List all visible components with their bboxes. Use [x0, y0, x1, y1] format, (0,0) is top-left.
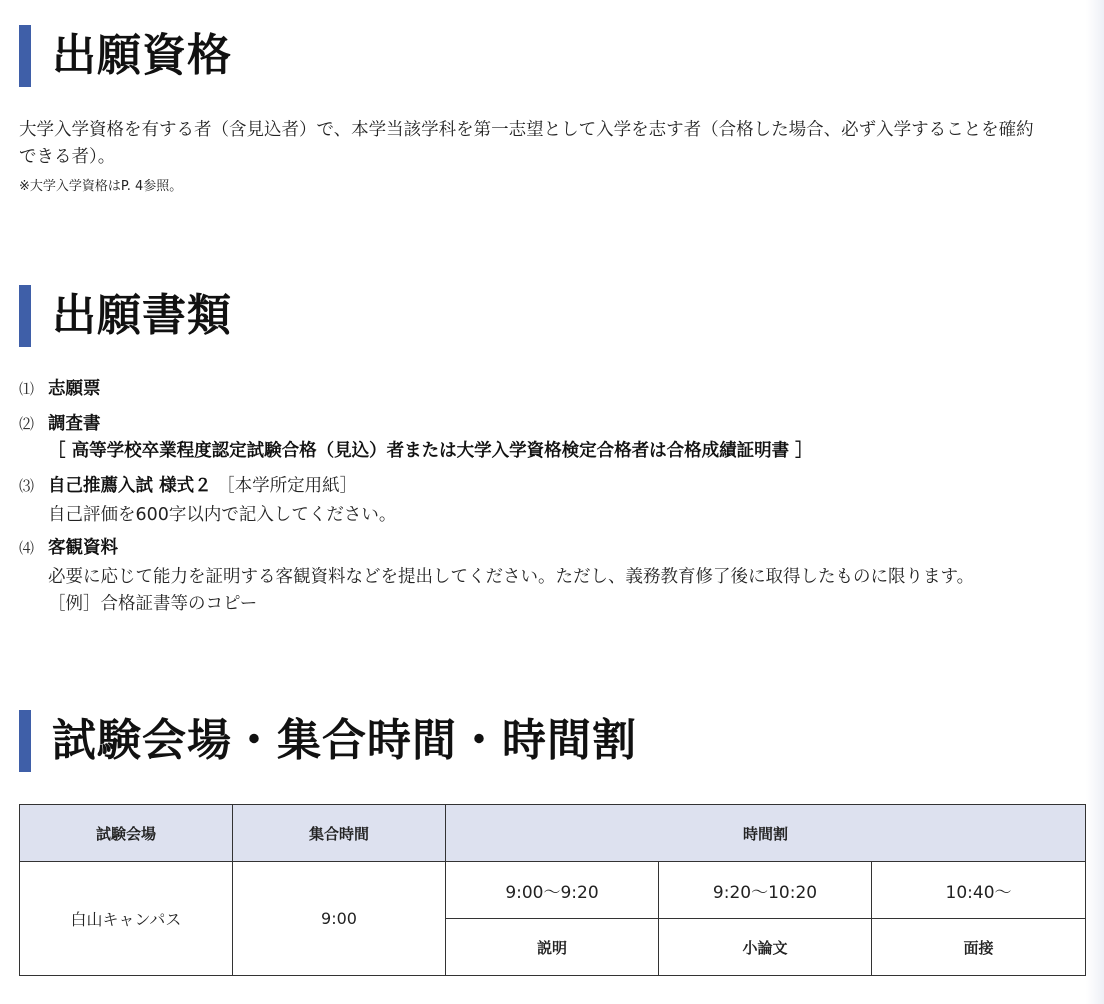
time-slot-1: 9:00〜9:20 — [446, 862, 659, 919]
document-item-1 — [19, 376, 101, 402]
table-row — [20, 862, 1086, 919]
item-title-suffix: ［本学所定用紙］ — [217, 476, 358, 496]
subject-2: 小論文 — [659, 919, 872, 976]
page-edge-shadow — [1086, 0, 1104, 1004]
document-item-3-detail: 自己評価を600字以内で記入してください。 — [48, 505, 397, 525]
document-item-2 — [19, 411, 101, 437]
eligibility-note: ※大学入学資格はP. 4参照。 — [19, 179, 183, 194]
heading-accent-bar — [19, 285, 31, 347]
time-slot-3: 10:40〜 — [872, 862, 1086, 919]
table-header-row — [20, 805, 1086, 862]
item-title: 自己推薦入試 様式２ — [48, 476, 212, 496]
header-venue: 試験会場 — [20, 805, 233, 862]
item-number: ⑷ — [19, 539, 35, 557]
item-title: 調査書 — [48, 414, 101, 434]
document-item-4-detail: 必要に応じて能力を証明する客観資料などを提出してください。ただし、義務教育修了後に取得したものに限ります。 — [48, 567, 975, 587]
item-number: ⑵ — [19, 415, 35, 433]
header-gather-time: 集合時間 — [233, 805, 446, 862]
document-item-4-example: ［例］合格証書等のコピー — [48, 594, 258, 614]
item-number: ⑶ — [19, 477, 35, 495]
venue-cell: 白山キャンパス — [20, 862, 233, 976]
item-title: 志願票 — [48, 379, 101, 399]
document-item-4 — [19, 535, 118, 561]
section-title: 出願資格 — [52, 30, 232, 81]
section-title: 出願書類 — [52, 290, 232, 341]
document-item-3 — [19, 473, 357, 499]
heading-accent-bar — [19, 710, 31, 772]
time-slot-2: 9:20〜10:20 — [659, 862, 872, 919]
subject-1: 説明 — [446, 919, 659, 976]
eligibility-text-line-2: できる者）。 — [19, 147, 116, 167]
header-timetable: 時間割 — [446, 805, 1086, 862]
document-item-2-detail: ［ 高等学校卒業程度認定試験合格（見込）者または大学入学資格検定合格者は合格成績証明書 ］ — [48, 441, 813, 461]
eligibility-text-line-1: 大学入学資格を有する者（含見込者）で、本学当該学科を第一志望として入学を志す者（合格した場合、必ず入学することを確約 — [19, 120, 1034, 140]
section-title: 試験会場・集合時間・時間割 — [52, 715, 637, 766]
gather-time-cell: 9:00 — [233, 862, 446, 976]
schedule-table — [19, 804, 1086, 976]
item-number: ⑴ — [19, 380, 35, 398]
subject-3: 面接 — [872, 919, 1086, 976]
item-title: 客観資料 — [48, 538, 118, 558]
heading-accent-bar — [19, 25, 31, 87]
